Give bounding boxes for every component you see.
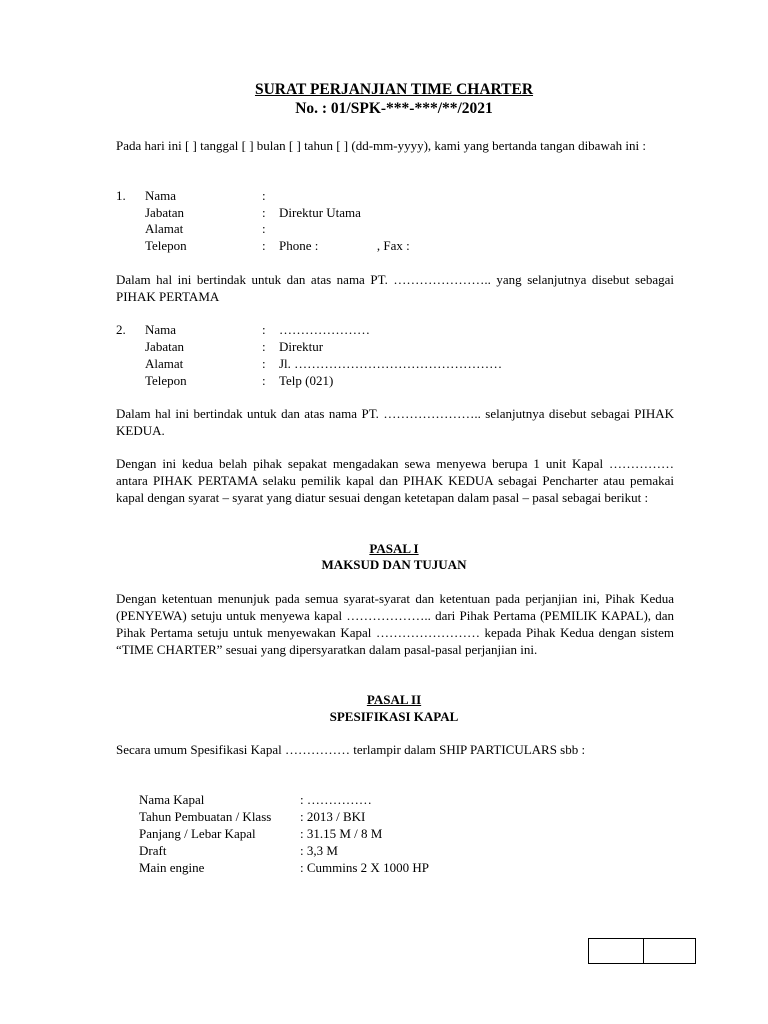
spec-label: Draft xyxy=(139,843,167,858)
pasal2-heading: PASAL II xyxy=(366,692,422,707)
party2-address-label: Alamat xyxy=(145,356,184,371)
spec-value: : 31.15 M / 8 M xyxy=(300,826,383,841)
party1-position-colon: : xyxy=(262,205,266,220)
pasal2-body: Secara umum Spesifikasi Kapal …………… terlampir dalam SHIP PARTICULARS sbb : xyxy=(116,742,586,757)
spec-label: Tahun Pembuatan / Klass xyxy=(139,809,272,824)
spec-value: : …………… xyxy=(300,792,372,807)
party2-address-value: Jl. ………………………………………… xyxy=(279,356,503,371)
party2-phone-label: Telepon xyxy=(145,373,187,388)
party1-address-colon: : xyxy=(262,221,266,236)
party1-phone-label: Telepon xyxy=(145,238,187,253)
spec-value: : 3,3 M xyxy=(300,843,338,858)
intro-paragraph: Pada hari ini [ ] tanggal [ ] bulan [ ] tahun [ ] (dd-mm-yyyy), kami yang bertanda tangan dibawah ini : xyxy=(116,138,646,153)
party2-position-label: Jabatan xyxy=(145,339,184,354)
party2-position-colon: : xyxy=(262,339,266,354)
pasal2-subheading: SPESIFIKASI KAPAL xyxy=(329,709,459,724)
pasal1-heading: PASAL I xyxy=(369,541,419,556)
party2-phone-colon: : xyxy=(262,373,266,388)
party1-name-label: Nama xyxy=(145,188,177,203)
party1-position-label: Jabatan xyxy=(145,205,184,220)
party2-index: 2. xyxy=(116,322,126,337)
party1-phone-value: Phone : , Fax : xyxy=(279,238,410,253)
party2-name-label: Nama xyxy=(145,322,177,337)
party1-position-value: Direktur Utama xyxy=(279,205,361,220)
party2-name-colon: : xyxy=(262,322,266,337)
agreement-paragraph: Dengan ini kedua belah pihak sepakat mengadakan sewa menyewa berupa 1 unit Kapal …………… antara PIHAK PERTAMA selaku pemilik kapal dan PIHAK KEDUA sebagai Pencharter atau pemakai kapal dengan syarat – syarat yang diatur sesuai dengan ketetapan dalam pasal – pasal sebagai berikut : xyxy=(116,456,674,505)
document-number: No. : 01/SPK-***-***/**/2021 xyxy=(295,100,493,117)
spec-label: Main engine xyxy=(139,860,205,875)
pasal1-body: Dengan ketentuan menunjuk pada semua syarat-syarat dan ketentuan pada perjanjian ini, Pihak Kedua (PENYEWA) setuju untuk menyewa kapal ……………….. dari Pihak Pertama (PEMILIK KAPAL), dan Pihak Pertama setuju untuk menyewakan Kapal …………………… kepada Pihak Kedua dengan sistem “TIME CHARTER” sesuai yang dipersyaratkan dalam pasal-pasal perjanjian ini. xyxy=(116,591,674,657)
pasal1-subheading: MAKSUD DAN TUJUAN xyxy=(321,557,467,572)
initials-box-divider xyxy=(643,939,644,963)
spec-value: : Cummins 2 X 1000 HP xyxy=(300,860,429,875)
party2-phone-value: Telp (021) xyxy=(279,373,334,388)
party2-name-value: ………………… xyxy=(279,322,370,337)
spec-value: : 2013 / BKI xyxy=(300,809,366,824)
party1-index: 1. xyxy=(116,188,126,203)
party2-address-colon: : xyxy=(262,356,266,371)
spec-label: Nama Kapal xyxy=(139,792,205,807)
party1-statement: Dalam hal ini bertindak untuk dan atas nama PT. ………………….. yang selanjutnya disebut sebagai PIHAK PERTAMA xyxy=(116,272,674,304)
party1-phone-colon: : xyxy=(262,238,266,253)
document-title: SURAT PERJANJIAN TIME CHARTER xyxy=(254,81,534,98)
party1-name-colon: : xyxy=(262,188,266,203)
party2-position-value: Direktur xyxy=(279,339,324,354)
initials-box xyxy=(588,938,696,964)
party1-address-label: Alamat xyxy=(145,221,184,236)
party2-statement: Dalam hal ini bertindak untuk dan atas nama PT. ………………….. selanjutnya disebut sebagai PIHAK KEDUA. xyxy=(116,406,674,438)
spec-label: Panjang / Lebar Kapal xyxy=(139,826,256,841)
